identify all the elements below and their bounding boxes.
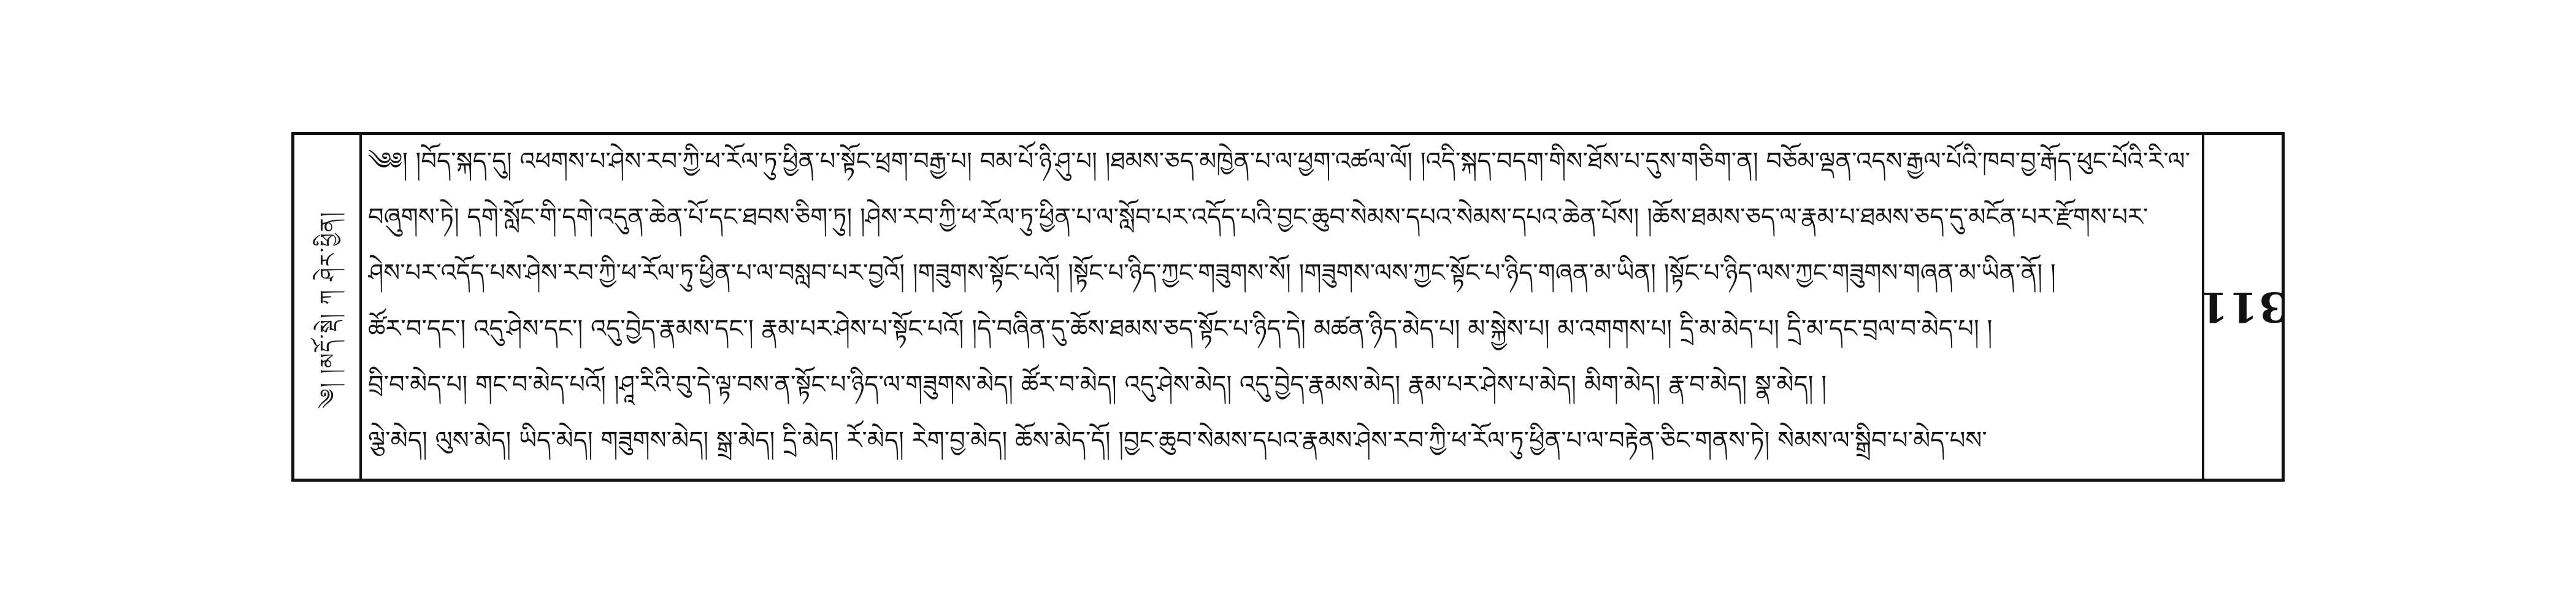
text-block <box>368 140 2196 477</box>
text-line <box>368 419 2196 475</box>
manuscript-folio <box>291 132 2285 482</box>
page-number: 311 <box>2199 283 2287 331</box>
text-line <box>368 363 2196 419</box>
text-line <box>368 252 2196 307</box>
text-line-content: ༄༅། །བོད་སྐད་དུ། འཕགས་པ་ཤེས་རབ་ཀྱི་ཕ་རོལ་ཏུ་ཕྱིན་པ་སྟོང་ཕྲག་བརྒྱ་པ། བམ་པོ་ཉི་ཤུ་པ། །ཐམས་ཅད་མཁྱེན་པ་ལ་ཕྱག་འཚལ་ལོ། །འདི་སྐད་བདག་གིས་ཐོས་པ་དུས་གཅིག་ན། བཅོམ་ལྡན་འདས་རྒྱལ་པོའི་ཁབ་བྱ་རྒོད་ཕུང་པོའི་རི་ལ་ <box>368 147 2191 175</box>
text-line <box>368 140 2196 196</box>
margin-title: ༄། །མདོ་སྡེ། ཀ ཤེར་ཕྱིན། <box>316 211 340 409</box>
text-line-content: ཚོར་བ་དང་། འདུ་ཤེས་དང་། འདུ་བྱེད་རྣམས་དང་། རྣམ་པར་ཤེས་པ་སྟོང་པའོ། །དེ་བཞིན་དུ་ཆོས་ཐམས་ཅད་སྟོང་པ་ཉིད་དེ། མཚན་ཉིད་མེད་པ། མ་སྐྱེས་པ། མ་འགགས་པ། དྲི་མ་མེད་པ། དྲི་མ་དང་བྲལ་བ་མེད་པ། ། <box>368 315 1993 343</box>
left-margin <box>294 135 362 479</box>
text-line-content: ལྕེ་མེད། ལུས་མེད། ཡིད་མེད། གཟུགས་མེད། སྒྲ་མེད། དྲི་མེད། རོ་མེད། རེག་བྱ་མེད། ཆོས་མེད་དོ། །བྱང་ཆུབ་སེམས་དཔའ་རྣམས་ཤེས་རབ་ཀྱི་ཕ་རོལ་ཏུ་ཕྱིན་པ་ལ་བརྟེན་ཅིང་གནས་ཏེ། སེམས་ལ་སྒྲིབ་པ་མེད་པས་ <box>368 426 1987 455</box>
text-line-content: བཞུགས་ཏེ། དགེ་སློང་གི་དགེ་འདུན་ཆེན་པོ་དང་ཐབས་ཅིག་ཏུ། །ཤེས་རབ་ཀྱི་ཕ་རོལ་ཏུ་ཕྱིན་པ་ལ་སློབ་པར་འདོད་པའི་བྱང་ཆུབ་སེམས་དཔའ་སེམས་དཔའ་ཆེན་པོས། །ཆོས་ཐམས་ཅད་ལ་རྣམ་པ་ཐམས་ཅད་དུ་མངོན་པར་རྫོགས་པར་ <box>368 203 2149 231</box>
right-margin <box>2199 135 2287 479</box>
text-line-content: བྲི་བ་མེད་པ། གང་བ་མེད་པའོ། །ཤཱ་རིའི་བུ་དེ་ལྟ་བས་ན་སྟོང་པ་ཉིད་ལ་གཟུགས་མེད། ཚོར་བ་མེད། འདུ་ཤེས་མེད། འདུ་བྱེད་རྣམས་མེད། རྣམ་པར་ཤེས་པ་མེད། མིག་མེད། རྣ་བ་མེད། སྣ་མེད། ། <box>368 371 1827 399</box>
text-line <box>368 307 2196 363</box>
margin-title-wrap <box>301 147 356 472</box>
text-line-content: ཤེས་པར་འདོད་པས་ཤེས་རབ་ཀྱི་ཕ་རོལ་ཏུ་ཕྱིན་པ་ལ་བསླབ་པར་བྱའོ། །གཟུགས་སྟོང་པའོ། །སྟོང་པ་ཉིད་ཀྱང་གཟུགས་སོ། །གཟུགས་ལས་ཀྱང་སྟོང་པ་ཉིད་གཞན་མ་ཡིན། །སྟོང་པ་ཉིད་ལས་ཀྱང་གཟུགས་གཞན་མ་ཡིན་ནོ། ། <box>368 259 2056 287</box>
text-line <box>368 196 2196 252</box>
